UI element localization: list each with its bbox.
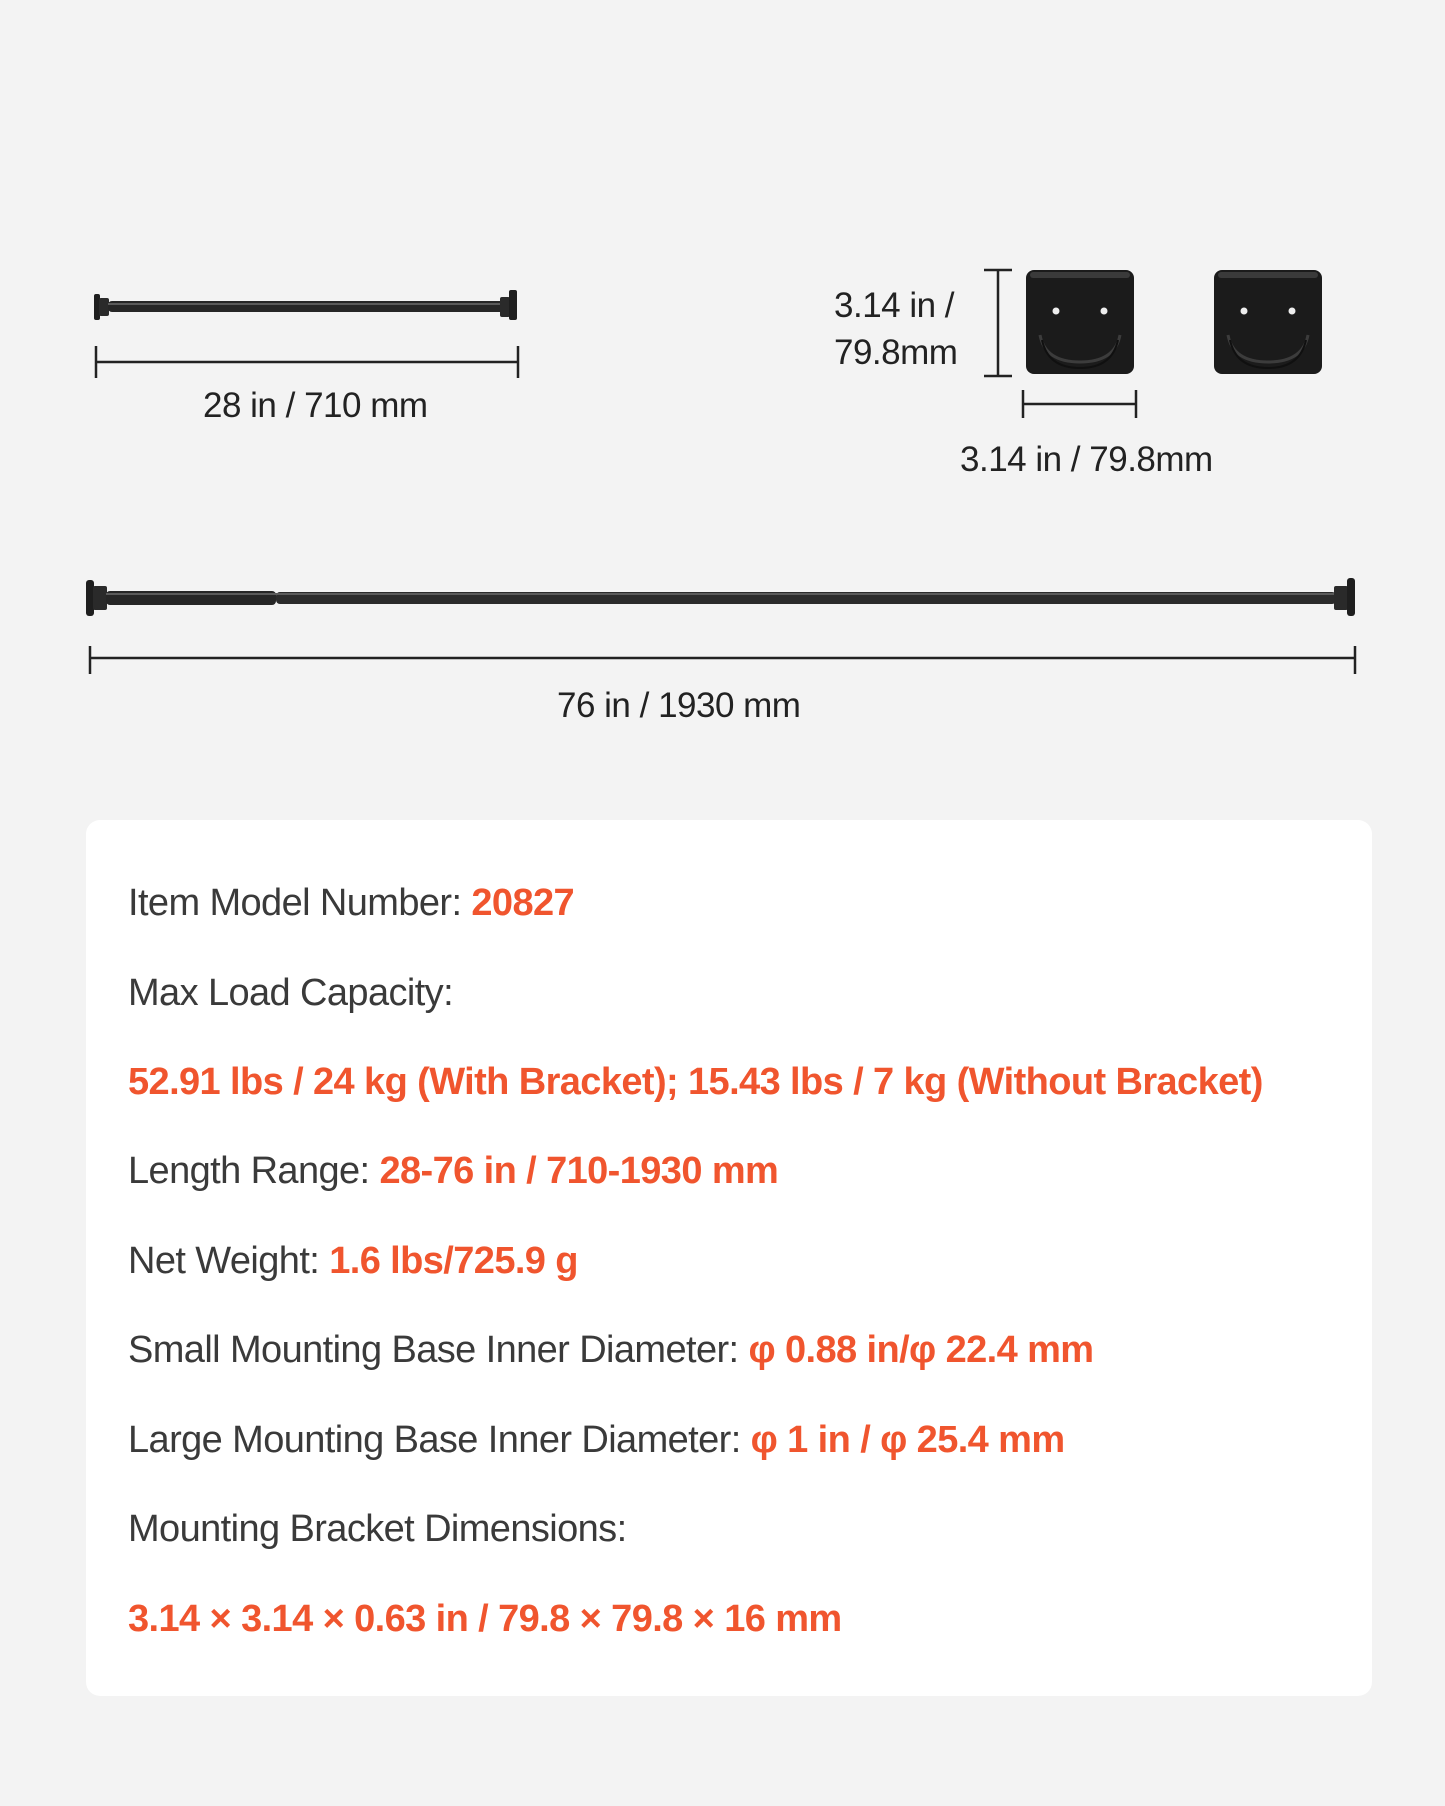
spec-row-bracket-value bbox=[128, 1598, 842, 1641]
spec-row-model bbox=[128, 882, 574, 925]
bracket-width-label: 3.14 in / 79.8mm bbox=[960, 440, 1213, 479]
small-base-label: Small Mounting Base Inner Diameter: bbox=[128, 1329, 749, 1371]
mounting-bracket-image bbox=[1214, 270, 1322, 374]
length-range-value: 28-76 in / 710-1930 mm bbox=[379, 1150, 779, 1192]
large-base-label: Large Mounting Base Inner Diameter: bbox=[128, 1419, 751, 1461]
spec-row-weight bbox=[128, 1240, 578, 1283]
long-rod-length-label: 76 in / 1930 mm bbox=[557, 686, 801, 725]
net-weight-label: Net Weight: bbox=[128, 1240, 330, 1282]
small-base-value: φ 0.88 in/φ 22.4 mm bbox=[748, 1329, 1094, 1371]
long-rod-dimension-line bbox=[90, 646, 1355, 674]
spec-row-bracket-label bbox=[128, 1508, 627, 1551]
net-weight-value: 1.6 lbs/725.9 g bbox=[329, 1240, 578, 1282]
model-number-label: Item Model Number: bbox=[128, 882, 472, 924]
spec-row-large-base bbox=[128, 1419, 1065, 1462]
mounting-bracket-image bbox=[1026, 270, 1134, 374]
bracket-width-dimension-line bbox=[1023, 390, 1136, 418]
product-dimension-diagram bbox=[0, 0, 1445, 780]
bracket-height-label-line1: 3.14 in / bbox=[834, 286, 955, 325]
spec-row-length bbox=[128, 1150, 778, 1193]
short-rod-dimension-line bbox=[96, 346, 518, 378]
spec-row-small-base bbox=[128, 1329, 1094, 1372]
specifications-card bbox=[86, 820, 1372, 1696]
bracket-dimensions-label: Mounting Bracket Dimensions: bbox=[128, 1508, 627, 1550]
bracket-height-label-line2: 79.8mm bbox=[834, 333, 958, 372]
spec-row-load-label bbox=[128, 972, 453, 1015]
max-load-label: Max Load Capacity: bbox=[128, 972, 454, 1014]
long-rod-image bbox=[86, 578, 1355, 616]
max-load-value: 52.91 lbs / 24 kg (With Bracket); 15.43 lbs / 7 kg (Without Bracket) bbox=[128, 1061, 1263, 1103]
length-range-label: Length Range: bbox=[128, 1150, 380, 1192]
spec-row-load-value bbox=[128, 1061, 1263, 1104]
large-base-value: φ 1 in / φ 25.4 mm bbox=[750, 1419, 1065, 1461]
short-rod-length-label: 28 in / 710 mm bbox=[203, 386, 428, 425]
short-rod-image bbox=[94, 290, 517, 320]
bracket-dimensions-value: 3.14 × 3.14 × 0.63 in / 79.8 × 79.8 × 16 mm bbox=[128, 1598, 842, 1640]
bracket-height-dimension-line bbox=[984, 270, 1012, 376]
model-number-value: 20827 bbox=[471, 882, 575, 924]
